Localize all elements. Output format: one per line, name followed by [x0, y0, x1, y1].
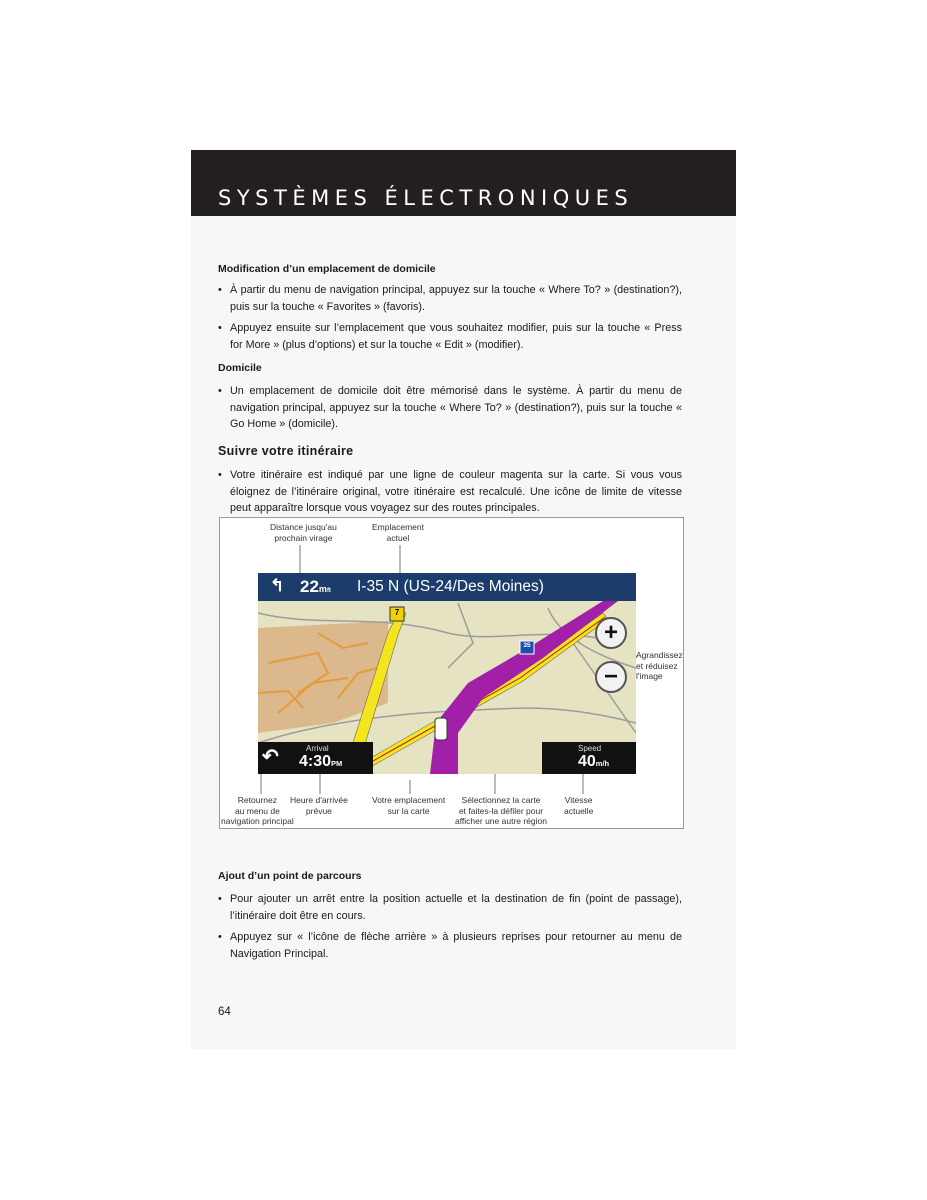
callout-position: Votre emplacement sur la carte [372, 795, 446, 816]
bullet-home-edit-1: • À partir du menu de navigation principal, appuyez sur la touche « Where To? » (destination?), puis sur la touche « Favorites » (favoris). [218, 282, 682, 315]
zoom-in-button[interactable]: + [595, 617, 627, 649]
section-title: SYSTÈMES ÉLECTRONIQUES [218, 186, 634, 210]
turn-arrow-icon: ↰ [270, 576, 285, 595]
back-arrow-icon[interactable]: ↶ [262, 746, 279, 768]
callout-zoom: Agrandissez et réduisez l'image [636, 650, 683, 681]
arrival-label: Arrival [306, 744, 329, 753]
arrival-time: 4:30PM [299, 753, 343, 770]
nav-screen[interactable] [258, 573, 636, 774]
callout-select-map: Sélectionnez la carte et faites-la défiler pour afficher une autre région [455, 795, 547, 826]
speed-panel [542, 742, 636, 774]
bullet-waypoint-1: • Pour ajouter un arrêt entre la position actuelle et la destination de fin (point de passage), l’itinéraire doit être en cours. [218, 891, 682, 924]
heading-route: Suivre votre itinéraire [218, 444, 354, 458]
callout-speed: Vitesse actuelle [564, 795, 594, 816]
callout-location: Emplacement actuel [372, 522, 424, 543]
callout-back: Retournez au menu de navigation principal [221, 795, 294, 826]
bullet-route-1: • Votre itinéraire est indiqué par une ligne de couleur magenta sur la carte. Si vous vous éloignez de l’itinéraire original, votre itinéraire est recalculé. Une icône de limite de vitesse peut apparaître lorsque vous voyagez sur des routes principales. [218, 467, 682, 517]
navigation-figure [219, 517, 684, 829]
speed-value: 40m/h [578, 753, 610, 770]
bullet-home-edit-2: • Appuyez ensuite sur l’emplacement que vous souhaitez modifier, puis sur la touche « Press for More » (plus d’options) et sur la touche « Edit » (modifier). [218, 320, 682, 353]
current-street: I-35 N (US-24/Des Moines) [357, 578, 544, 595]
zoom-out-button[interactable]: − [595, 661, 627, 693]
callout-arrival: Heure d'arrivée prévue [290, 795, 348, 816]
bullet-waypoint-2: • Appuyez sur « l’icône de flèche arrière » à plusieurs reprises pour retourner au menu de Navigation Principal. [218, 929, 682, 962]
bullet-home-1: • Un emplacement de domicile doit être mémorisé dans le système. À partir du menu de navigation principal, appuyez sur la touche « Where To? » (destination?), puis sur la touche « Go Home » (domicile). [218, 383, 682, 433]
interstate-shield: 35 [523, 642, 531, 649]
heading-home-edit: Modification d’un emplacement de domicile [218, 263, 436, 275]
heading-home: Domicile [218, 362, 262, 374]
arrival-panel [258, 742, 373, 774]
nav-topbar [258, 573, 636, 601]
section-header [191, 150, 736, 216]
route-marker: 7 [394, 608, 400, 617]
distance-readout: 22mft [300, 577, 331, 596]
heading-waypoint: Ajout d’un point de parcours [218, 870, 362, 882]
callout-distance: Distance jusqu'au prochain virage [270, 522, 337, 543]
manual-page [191, 150, 736, 1050]
page-number: 64 [218, 1006, 231, 1018]
speed-label: Speed [578, 744, 602, 753]
